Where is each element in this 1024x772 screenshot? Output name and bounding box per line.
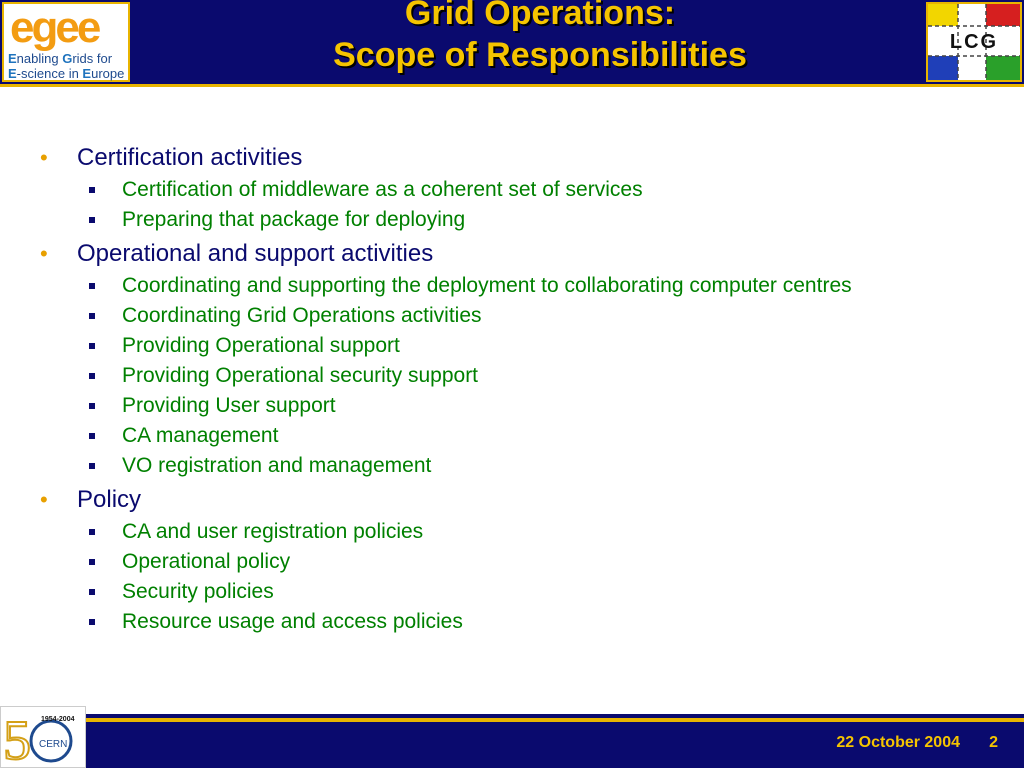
sub-bullet-label: CA and user registration policies	[122, 520, 424, 543]
slide-title	[140, 0, 940, 76]
egee-logo-word-text: egee	[10, 3, 99, 52]
svg-text:5: 5	[3, 710, 31, 767]
square-bullet-icon	[89, 187, 95, 193]
egee-logo	[2, 2, 130, 82]
bullet-item	[40, 484, 980, 516]
cern-text: CERN	[39, 739, 68, 750]
lcg-logo	[926, 2, 1022, 82]
bullet-item-label: Operational and support activities	[77, 240, 434, 267]
square-bullet-icon	[89, 217, 95, 223]
square-bullet-icon	[89, 559, 95, 565]
bullet-item	[40, 142, 980, 174]
cern-years: 1954-2004	[41, 716, 75, 723]
sub-bullet-item	[40, 580, 980, 604]
sub-bullet-item	[40, 334, 980, 358]
bullet-list	[40, 142, 980, 640]
sub-bullet-item	[40, 550, 980, 574]
egee-logo-tagline-2: E-science in Europe	[8, 66, 125, 81]
sub-bullet-item	[40, 178, 980, 202]
sub-bullet-label: Coordinating Grid Operations activities	[122, 304, 482, 327]
square-bullet-icon	[89, 283, 95, 289]
sub-bullet-label: Preparing that package for deploying	[122, 208, 466, 231]
bullet-item-label: Policy	[77, 486, 142, 513]
square-bullet-icon	[89, 373, 95, 379]
footer-date: 22 October 2004	[836, 734, 960, 751]
egee-logo-word	[10, 3, 99, 52]
sub-bullet-label: Providing Operational security support	[122, 364, 479, 387]
sub-bullet-label: VO registration and management	[122, 454, 432, 477]
sub-bullet-label: Certification of middleware as a coherent set of services	[122, 178, 643, 201]
sub-bullet-item	[40, 208, 980, 232]
sub-bullet-label: Coordinating and supporting the deployment to collaborating computer centres	[122, 274, 852, 297]
cern-50-logo	[0, 706, 86, 768]
sub-bullet-item	[40, 364, 980, 388]
header-divider	[0, 84, 1024, 87]
sub-bullet-item	[40, 454, 980, 478]
square-bullet-icon	[89, 589, 95, 595]
square-bullet-icon	[89, 529, 95, 535]
square-bullet-icon	[89, 403, 95, 409]
sub-bullet-label: Resource usage and access policies	[122, 610, 463, 633]
page-number: 2	[989, 734, 998, 751]
sub-bullet-label: Providing User support	[122, 394, 336, 417]
slide-title-line-1: Grid Operations:	[404, 0, 676, 32]
square-bullet-icon	[89, 433, 95, 439]
sub-bullet-item	[40, 304, 980, 328]
slide-title-line-2: Scope of Responsibilities	[333, 36, 747, 74]
egee-logo-tagline-1: Enabling Grids for	[8, 51, 113, 66]
sub-bullet-item	[40, 520, 980, 544]
sub-bullet-label: Operational policy	[122, 550, 291, 573]
bullet-dot-icon: •	[40, 145, 48, 170]
square-bullet-icon	[89, 619, 95, 625]
sub-bullet-label: CA management	[122, 424, 279, 447]
sub-bullet-label: Security policies	[122, 580, 274, 603]
bullet-item	[40, 238, 980, 270]
sub-bullet-item	[40, 610, 980, 634]
sub-bullet-label: Providing Operational support	[122, 334, 400, 357]
cern-50-logo-graphic	[1, 707, 85, 767]
square-bullet-icon	[89, 463, 95, 469]
sub-bullet-item	[40, 424, 980, 448]
lcg-logo-graphic	[928, 4, 1020, 80]
sub-bullet-item	[40, 394, 980, 418]
square-bullet-icon	[89, 343, 95, 349]
lcg-logo-text: LCG	[949, 31, 999, 53]
square-bullet-icon	[89, 313, 95, 319]
bullet-dot-icon: •	[40, 241, 48, 266]
bullet-item-label: Certification activities	[77, 144, 303, 171]
bullet-dot-icon: •	[40, 487, 48, 512]
sub-bullet-item	[40, 274, 980, 298]
